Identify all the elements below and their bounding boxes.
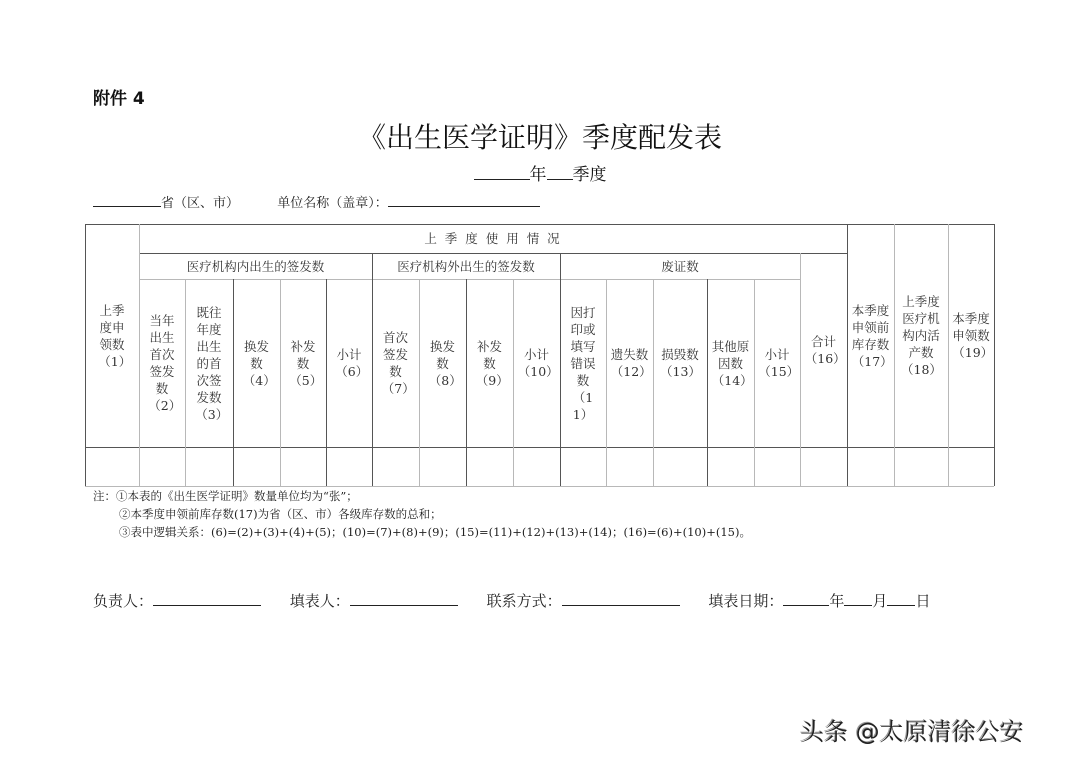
contact-blank[interactable] — [562, 591, 680, 606]
unit-name-label: 单位名称（盖章）： — [277, 196, 388, 211]
date-day-blank[interactable] — [887, 591, 915, 606]
date-month-blank[interactable] — [844, 591, 872, 606]
data-cell-16[interactable] — [800, 447, 847, 486]
col-header-7: 首次签发数（7） — [381, 330, 415, 396]
attachment-label: 附件 4 — [93, 89, 145, 109]
data-cell-11[interactable] — [560, 447, 606, 486]
data-cell-19[interactable] — [948, 447, 994, 486]
notes-section — [93, 487, 751, 541]
group-header-inside: 医疗机构内出生的签发数 — [186, 258, 325, 274]
data-cell-9[interactable] — [466, 447, 513, 486]
data-cell-10[interactable] — [513, 447, 560, 486]
unit-name-blank[interactable] — [388, 192, 540, 207]
col-header-5: 补发数（5） — [289, 338, 323, 388]
data-cell-2[interactable] — [139, 447, 185, 486]
col-header-2: 当年出生首次签发数（2） — [148, 313, 182, 413]
filler-blank[interactable] — [350, 591, 458, 606]
source-watermark: 头条 @太原清徐公安 — [800, 718, 1024, 746]
data-cell-17[interactable] — [847, 447, 894, 486]
province-label: 省（区、市） — [161, 196, 240, 211]
data-cell-6[interactable] — [326, 447, 372, 486]
col-header-1: 上季度申领数（1） — [98, 302, 132, 369]
date-year-blank[interactable] — [783, 591, 829, 606]
col-header-3: 既往年度出生的首次签发数（3） — [195, 304, 229, 422]
unit-info-row — [93, 192, 540, 211]
filler-label: 填表人： — [289, 592, 350, 610]
col-header-14: 其他原因数（14） — [711, 338, 753, 388]
responsible-blank[interactable] — [153, 591, 261, 606]
contact-label: 联系方式： — [486, 592, 562, 610]
group-header-outside: 医疗机构外出生的签发数 — [397, 258, 535, 274]
data-cell-8[interactable] — [419, 447, 466, 486]
col-header-6: 小计（6） — [335, 347, 369, 379]
data-cell-1[interactable] — [85, 447, 139, 486]
data-cell-4[interactable] — [233, 447, 280, 486]
col-header-10: 小计（10） — [517, 347, 559, 379]
data-cell-12[interactable] — [606, 447, 653, 486]
col-header-17: 本季度申领前库存数（17） — [851, 302, 893, 369]
year-blank[interactable] — [474, 165, 530, 180]
note-1: ①本表的《出生医学证明》数量单位均为“张”； — [116, 489, 358, 503]
page-title: 《出生医学证明》季度配发表 — [357, 121, 722, 154]
col-header-18: 上季度医疗机构内活产数（18） — [901, 294, 942, 377]
col-header-16: 合计（16） — [804, 334, 846, 366]
col-header-11: 因打印或填写错误数（11） — [570, 304, 596, 422]
data-cell-18[interactable] — [894, 447, 948, 486]
group-header-last-quarter: 上 季 度 使 用 情 况 — [424, 231, 562, 246]
notes-prefix: 注： — [93, 489, 116, 503]
quarter-blank[interactable] — [547, 165, 573, 180]
data-cell-7[interactable] — [372, 447, 419, 486]
data-cell-15[interactable] — [754, 447, 800, 486]
col-header-8: 换发数（8） — [428, 338, 462, 388]
date-year-suffix: 年 — [829, 592, 845, 610]
note-2: ②本季度申领前库存数(17)为省（区、市）各级库存数的总和； — [119, 507, 442, 521]
col-header-4: 换发数（4） — [242, 338, 276, 388]
col-header-13: 损毁数（13） — [660, 347, 701, 379]
group-header-void: 废证数 — [661, 258, 699, 274]
date-day-suffix: 日 — [915, 592, 931, 610]
province-blank[interactable] — [93, 192, 161, 207]
responsible-label: 负责人： — [93, 592, 154, 610]
col-header-19: 本季度申领数（19） — [952, 311, 994, 360]
col-header-12: 遗失数（12） — [610, 347, 652, 379]
col-header-15: 小计（15） — [758, 347, 800, 379]
data-cell-3[interactable] — [185, 447, 233, 486]
quarter-suffix: 季度 — [572, 165, 607, 185]
date-month-suffix: 月 — [872, 592, 888, 610]
data-cell-5[interactable] — [280, 447, 326, 486]
data-cell-14[interactable] — [707, 447, 754, 486]
signature-row — [93, 590, 930, 611]
data-cell-13[interactable] — [653, 447, 707, 486]
col-header-9: 补发数（9） — [475, 338, 509, 388]
note-3: ③表中逻辑关系：(6)=(2)+(3)+(4)+(5)；(10)=(7)+(8)+(9)；(15)=(11)+(12)+(13)+(14)；(16)=(6)+(10)+(15)。 — [119, 525, 751, 539]
year-suffix: 年 — [529, 165, 547, 185]
date-label: 填表日期： — [708, 592, 784, 610]
period-line — [0, 160, 1080, 185]
